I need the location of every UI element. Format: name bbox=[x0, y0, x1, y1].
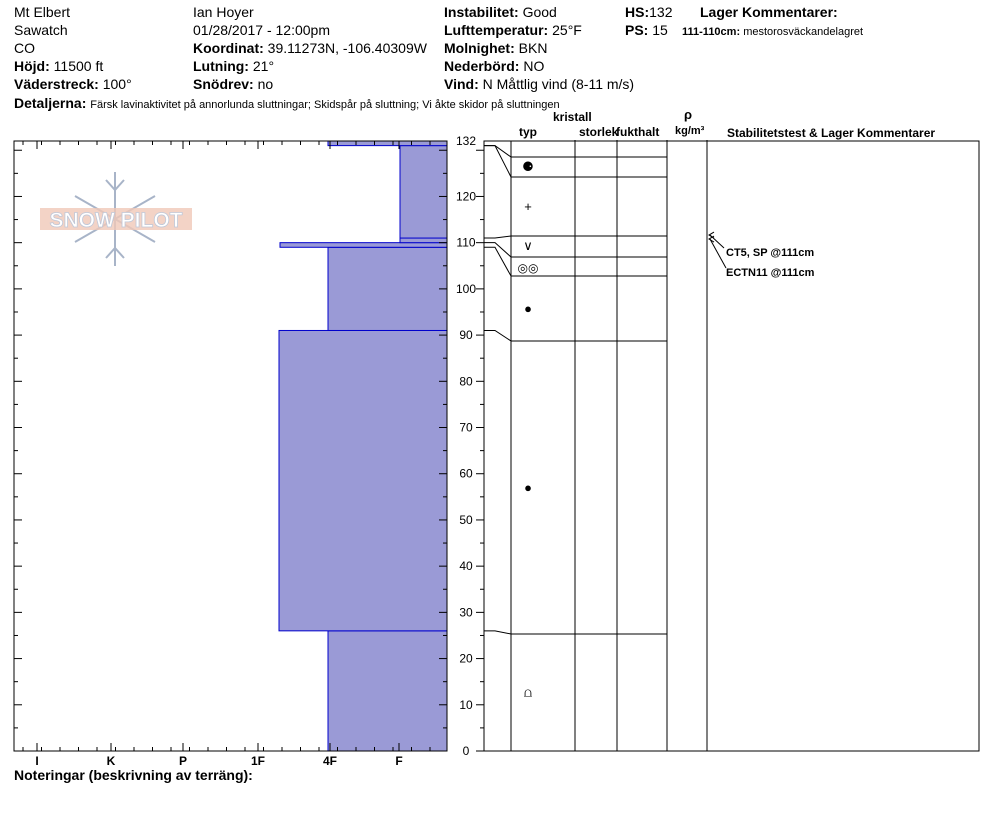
hs: HS:132 bbox=[625, 4, 673, 20]
layer-bar-0 bbox=[328, 631, 447, 751]
crystal-table bbox=[484, 140, 979, 751]
grain-symbol-5: ● bbox=[524, 480, 532, 495]
wind: Vind: N Måttlig vind (8-11 m/s) bbox=[444, 76, 635, 92]
layer-bar-5 bbox=[400, 146, 447, 238]
col-rho: ρ bbox=[684, 107, 693, 122]
layer-bar-2 bbox=[328, 247, 447, 330]
air-temp: Lufttemperatur: 25°F bbox=[444, 22, 582, 38]
y-tick-label-60: 60 bbox=[459, 466, 473, 481]
y-tick-label-132: 132 bbox=[455, 134, 477, 148]
location: Mt Elbert bbox=[14, 4, 71, 20]
row-connector bbox=[484, 236, 511, 238]
y-tick-label-50: 50 bbox=[459, 512, 473, 527]
details: Detaljerna: Färsk lavinaktivitet på annorlunda sluttningar; Skidspår på sluttning; Vi åkte skidor på sluttningen bbox=[14, 95, 560, 111]
row-connector bbox=[484, 330, 511, 341]
col-rho-unit: kg/m³ bbox=[675, 125, 705, 137]
grain-symbol-4: ● bbox=[524, 301, 532, 316]
sky: Molnighet: BKN bbox=[444, 40, 548, 56]
layer-bar-6 bbox=[328, 141, 447, 146]
observer: Ian Hoyer bbox=[193, 4, 254, 20]
layer-comment: 111-110cm: mestorosväckandelagret bbox=[682, 26, 864, 38]
stability-test-1: ECTN11 @111cm bbox=[726, 267, 815, 279]
grain-symbol-6: ⩍ bbox=[523, 685, 533, 700]
col-type: typ bbox=[519, 125, 537, 139]
y-tick-label-80: 80 bbox=[459, 374, 473, 389]
col-stability: Stabilitetstest & Lager Kommentarer bbox=[727, 126, 936, 140]
aspect: Väderstreck: 100° bbox=[14, 76, 132, 92]
grain-symbol-1: + bbox=[524, 199, 532, 214]
snowpilot-logo bbox=[40, 172, 192, 266]
y-tick-label-30: 30 bbox=[459, 605, 473, 620]
row-connector bbox=[484, 631, 511, 634]
stability-test-0: CT5, SP @111cm bbox=[726, 247, 815, 259]
grain-symbol-2: ∨ bbox=[523, 238, 533, 253]
y-tick-label-70: 70 bbox=[459, 420, 473, 435]
precip: Nederbörd: NO bbox=[444, 58, 545, 74]
y-tick-label-0: 0 bbox=[462, 744, 470, 758]
drift: Snödrev: no bbox=[193, 76, 274, 92]
ps: PS: 15 bbox=[625, 22, 668, 38]
layer-comments-title: Lager Kommentarer: bbox=[700, 4, 838, 20]
stability: Instabilitet: Good bbox=[444, 4, 557, 20]
y-tick-label-20: 20 bbox=[459, 651, 473, 666]
y-tick-label-10: 10 bbox=[459, 697, 473, 712]
layer-bar-1 bbox=[279, 330, 447, 630]
x-tick-label-I: I bbox=[35, 754, 39, 768]
state: CO bbox=[14, 40, 35, 56]
x-tick-label-K: K bbox=[106, 754, 116, 768]
col-crystal: kristall bbox=[553, 110, 592, 124]
layer-bar-3 bbox=[280, 243, 447, 248]
row-connector bbox=[484, 243, 511, 257]
x-tick-label-P: P bbox=[178, 754, 188, 768]
x-tick-label-1F: 1F bbox=[250, 754, 266, 768]
y-tick-label-110: 110 bbox=[456, 235, 476, 250]
col-size: storlek bbox=[579, 125, 619, 139]
layer-bar-4 bbox=[400, 238, 447, 243]
row-connector bbox=[484, 247, 511, 276]
elevation: Höjd: 11500 ft bbox=[14, 58, 104, 74]
col-moisture: fukthalt bbox=[616, 125, 660, 139]
range: Sawatch bbox=[14, 22, 68, 38]
grain-symbol-3: ◎◎ bbox=[517, 261, 539, 275]
x-tick-label-F: F bbox=[395, 754, 403, 768]
notes-label: Noteringar (beskrivning av terräng): bbox=[14, 767, 253, 783]
stability-arrow bbox=[710, 239, 726, 268]
coordinates: Koordinat: 39.11273N, -106.40309W bbox=[193, 40, 427, 56]
x-tick-label-4F: 4F bbox=[322, 754, 338, 768]
datetime: 01/28/2017 - 12:00pm bbox=[193, 22, 330, 38]
y-tick-label-100: 100 bbox=[455, 281, 477, 296]
y-tick-label-120: 120 bbox=[455, 189, 477, 204]
y-tick-label-90: 90 bbox=[459, 328, 473, 343]
slope: Lutning: 21° bbox=[193, 58, 275, 74]
logo-text: SNOW PILOT bbox=[49, 209, 183, 232]
y-tick-label-40: 40 bbox=[459, 559, 473, 574]
right-frame bbox=[484, 141, 979, 751]
grain-symbol-0: ⚈ bbox=[522, 159, 534, 174]
row-connector bbox=[484, 146, 511, 177]
